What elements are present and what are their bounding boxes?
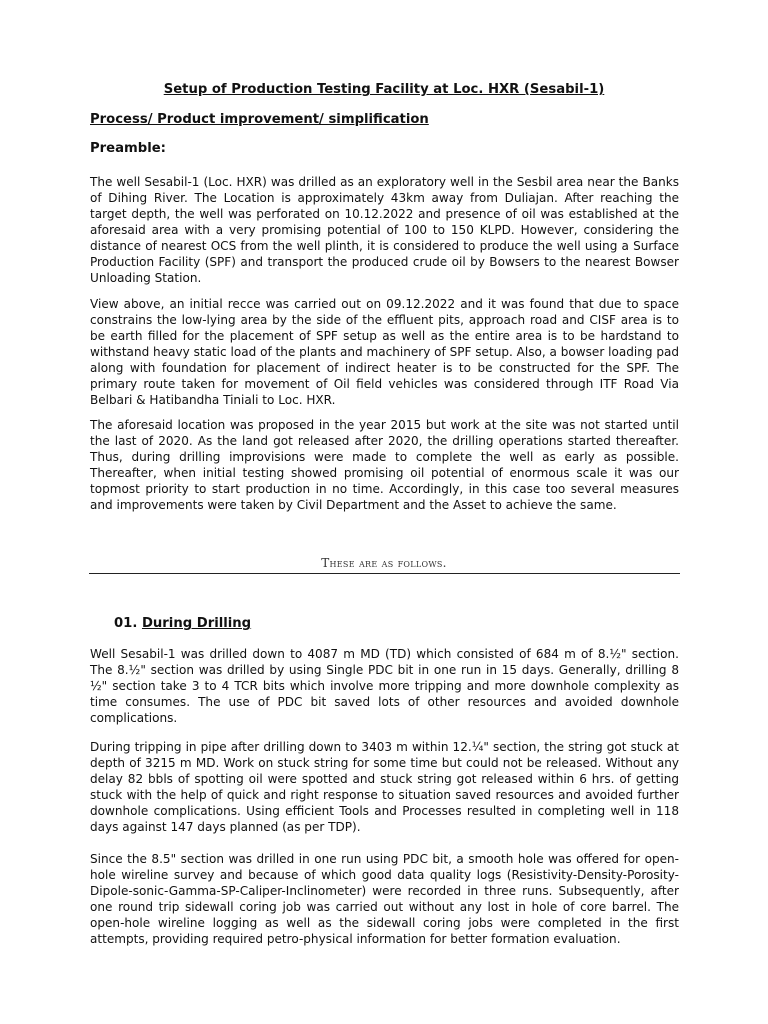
preamble-paragraph-1: The well Sesabil-1 (Loc. HXR) was drilled as an exploratory well in the Sesbil area near the Banks of Dihing River. The Location is approximately 43km away from Duliajan. After reaching the target depth, the well was perforated on 10.12.2022 and presence of oil was established at the aforesaid area with a very promising potential of 100 to 150 KLPD. However, considering the distance of nearest OCS from the well plinth, it is considered to produce the well using a Surface Production Facility (SPF) and transport the produced crude oil by Bowsers to the nearest Bowser Unloading Station. — [90, 175, 679, 285]
preamble-paragraph-2: View above, an initial recce was carried out on 09.12.2022 and it was found that due to space constrains the low-lying area by the side of the effluent pits, approach road and CISF area is to be earth filled for the placement of SPF setup as well as the entire area is to be hardstand to withstand heavy static load of the plants and machinery of SPF setup. Also, a bowser loading pad along with foundation for placement of indirect heater is to be constructed for the SPF. The primary route taken for movement of Oil field vehicles was considered through ITF Road Via Belbari & Hatibandha Tiniali to Loc. HXR. — [90, 297, 679, 407]
section-01-paragraph-3: Since the 8.5" section was drilled in one run using PDC bit, a smooth hole was offered for open-hole wireline survey and because of which good data quality logs (Resistivity-Density-Porosity-Dipole-sonic-Gamma-SP-Caliper-Inclinometer) were recorded in three runs. Subsequently, after one round trip sidewall coring job was carried out without any lost in hole of core barrel. The open-hole wireline logging as well as the sidewall coring jobs were completed in the first attempts, providing required petro-physical information for better formation evaluation. — [90, 852, 679, 947]
section-01-paragraph-1: Well Sesabil-1 was drilled down to 4087 m MD (TD) which consisted of 684 m of 8.½" section. The 8.½" section was drilled by using Single PDC bit in one run in 15 days. Generally, drilling 8 ½" section take 3 to 4 TCR bits which involve more tripping and more downhole complexity as time consumes. The use of PDC bit saved lots of other resources and avoided downhole complications. — [90, 647, 679, 726]
section-01-number: 01. — [114, 616, 138, 631]
category-heading: Process/ Product improvement/ simplification — [90, 112, 429, 127]
document-title: Setup of Production Testing Facility at Loc. HXR (Sesabil-1) — [163, 82, 605, 97]
preamble-heading: Preamble: — [90, 141, 166, 156]
section-01-title: During Drilling — [141, 616, 252, 631]
section-01-paragraph-2: During tripping in pipe after drilling down to 3403 m within 12.¼" section, the string got stuck at depth of 3215 m MD. Work on stuck string for some time but could not be released. Without any delay 82 bbls of spotting oil were spotted and stuck string got released within 6 hrs. of getting stuck with the help of quick and right response to situation saved resources and avoided further downhole complications. Using efficient Tools and Processes resulted in completing well in 118 days against 147 days planned (as per TDP). — [90, 740, 679, 835]
preamble-paragraph-3: The aforesaid location was proposed in the year 2015 but work at the site was not started until the last of 2020. As the land got released after 2020, the drilling operations started thereafter. Thus, during drilling improvisions were made to complete the well as early as possible. Thereafter, when initial testing showed promising oil potential of enormous scale it was our topmost priority to start production in no time. Accordingly, in this case too several measures and improvements were taken by Civil Department and the Asset to achieve the same. — [90, 418, 679, 512]
horizontal-rule — [89, 573, 680, 574]
section-01-heading — [114, 616, 251, 631]
divider-caption: These are as follows. — [321, 556, 447, 570]
